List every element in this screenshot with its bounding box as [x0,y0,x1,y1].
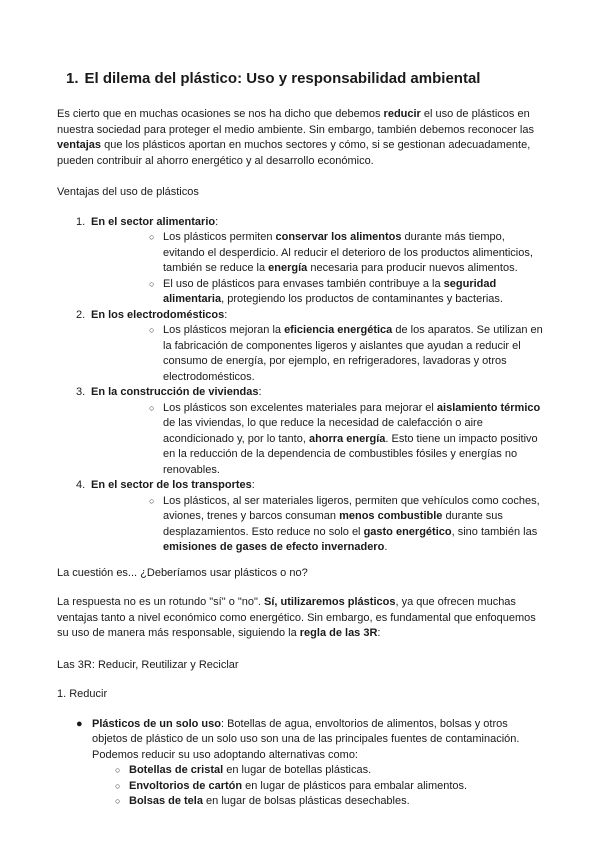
circle-bullet-icon: ○ [149,325,155,335]
sub-item [91,277,543,308]
sub-text: , sino también las [451,525,538,538]
sub-text: Los plásticos, al ser materiales ligeros, permiten que vehículos como coches, aviones, trenes y barcos consuman [163,494,540,522]
circle-bullet-icon: ○ [149,278,155,289]
bullet-text: : Botellas de agua, envoltorios de alimentos, bolsas y otros objetos de plástico de un solo uso son una de las principales fuentes de contaminación. Podemos reducir su uso adoptando alternativas como: [92,717,520,761]
circle-bullet-icon: ○ [149,232,155,242]
answer-paragraph [57,595,543,642]
list-marker: 3. [76,386,86,398]
question-line: La cuestión es... ¿Deberíamos usar plásticos o no? [57,566,308,579]
sub-text: Los plásticos permiten [163,231,276,243]
alternative-item [57,763,543,779]
sub-bold: seguridad alimentaria [163,277,497,305]
sub-text: necesaria para producir nuevos alimentos. [307,262,518,274]
reducir-list [57,717,543,810]
three-r-heading: Las 3R: Reducir, Reutilizar y Reciclar [57,658,239,671]
sector-title: En la construcción de viviendas [91,386,259,398]
alternative-bold: Envoltorios de cartón [129,779,243,792]
alternative-text: en lugar de plásticos para embalar alimentos. [242,779,468,792]
sub-bold: eficiencia energética [284,324,393,336]
circle-bullet-icon: ○ [149,495,155,506]
sub-bold: conservar los alimentos [275,231,402,243]
sector-item [57,215,543,308]
sub-text: de las viviendas, lo que reduce la necesidad de calefacción o aire acondicionado y, por lo tanto, [163,417,483,445]
sub-item [91,401,543,479]
answer-text: La respuesta no es un rotundo "sí" o "no". [57,596,265,608]
sector-title: En el sector alimentario [91,215,216,228]
sub-bold: menos combustible [339,510,443,522]
sub-bold: aislamiento térmico [436,401,541,414]
document-body [57,69,543,810]
sector-suffix: : [251,479,255,491]
answer-text: : [377,627,381,639]
alternative-item [57,779,543,795]
sub-bold: emisiones de gases de efecto invernadero [163,541,385,553]
answer-bold: Sí, utilizaremos plásticos [264,596,396,608]
sector-title: En los electrodomésticos [91,308,225,321]
sub-text: . Esto tiene un impacto positivo en la reducción de la dependencia de combustibles fósiles y energías no renovables. [163,432,538,476]
alternatives-list [92,763,543,810]
sub-text: durante sus desplazamientos. Esto reduce no solo el [163,510,503,538]
sub-item [91,494,543,556]
sector-item [57,385,543,478]
sub-bold: gasto energético [363,525,452,538]
sector-item [57,308,543,386]
reducir-heading: 1. Reducir [57,688,108,700]
sub-text: . [384,541,388,553]
sector-item [57,478,543,556]
sector-title: En el sector de los transportes [91,479,252,491]
alternative-item [57,794,543,810]
bullet-bold: Plásticos de un solo uso [92,717,221,730]
section-number: 1. [66,70,79,87]
circle-bullet-icon: ○ [149,402,155,413]
circle-bullet-icon: ○ [115,765,121,775]
section-title-text: El dilema del plástico: Uso y responsabilidad ambiental [84,70,481,87]
sub-text: de los aparatos. Se utilizan en la fabricación de componentes ligeros y aislantes que ayudan a reducir el consumo de energía, por ejemplo, en refrigeradores, lavadoras y otros electrodomésticos. [163,324,543,383]
sub-item [91,230,543,277]
intro-text: que los plásticos aportan en muchos sectores y cómo, si se gestionan adecuadamente, pueden contribuir al ahorro energético y al desarrollo económico. [57,139,531,167]
sector-suffix: : [258,386,262,398]
ventajas-heading: Ventajas del uso de plásticos [57,186,199,198]
sub-text: Los plásticos mejoran la [163,324,285,336]
dot-bullet-icon: ● [76,717,83,730]
sector-sublist [91,323,543,385]
sub-bold: energía [268,262,308,274]
sub-text: El uso de plásticos para envases también contribuye a la [163,277,444,290]
section-title [66,69,543,89]
sub-text: durante más tiempo, evitando el desperdicio. Al reducir el deterioro de los productos alimenticios, también se reduce la [163,231,533,274]
intro-bold: reducir [383,108,421,120]
alternative-bold: Bolsas de tela [129,795,203,807]
intro-text: el uso de plásticos en nuestra sociedad para proteger el medio ambiente. Sin embargo, también debemos reconocer las [57,108,534,136]
sub-text: , protegiendo los productos de contaminantes y bacterias. [221,293,503,305]
alternative-bold: Botellas de cristal [129,764,224,776]
sub-item [91,323,543,385]
answer-text: , ya que ofrecen muchas ventajas tanto a nivel económico como energético. Sin embargo, es fundamental que enfoquemos su uso de manera más responsable, siguiendo la [57,596,536,639]
alternative-text: en lugar de bolsas plásticas desechables. [202,795,410,807]
sectors-list [57,215,543,556]
sector-sublist [91,494,543,556]
sub-text: Los plásticos son excelentes materiales para mejorar el [163,401,437,414]
sector-suffix: : [224,308,228,321]
sector-sublist [91,401,543,479]
intro-paragraph [57,107,543,169]
sector-sublist [91,230,543,308]
answer-bold: regla de las 3R [299,627,378,639]
intro-bold: ventajas [57,139,102,151]
list-marker: 4. [76,479,86,491]
alternative-text: en lugar de botellas plásticas. [223,764,372,776]
list-marker: 1. [76,215,86,228]
intro-text: Es cierto que en muchas ocasiones se nos ha dicho que debemos [57,108,384,120]
circle-bullet-icon: ○ [115,796,121,806]
circle-bullet-icon: ○ [115,780,121,791]
bullet-item [57,717,543,810]
sector-suffix: : [215,215,219,228]
sub-bold: ahorra energía [308,432,386,445]
list-marker: 2. [76,308,86,321]
